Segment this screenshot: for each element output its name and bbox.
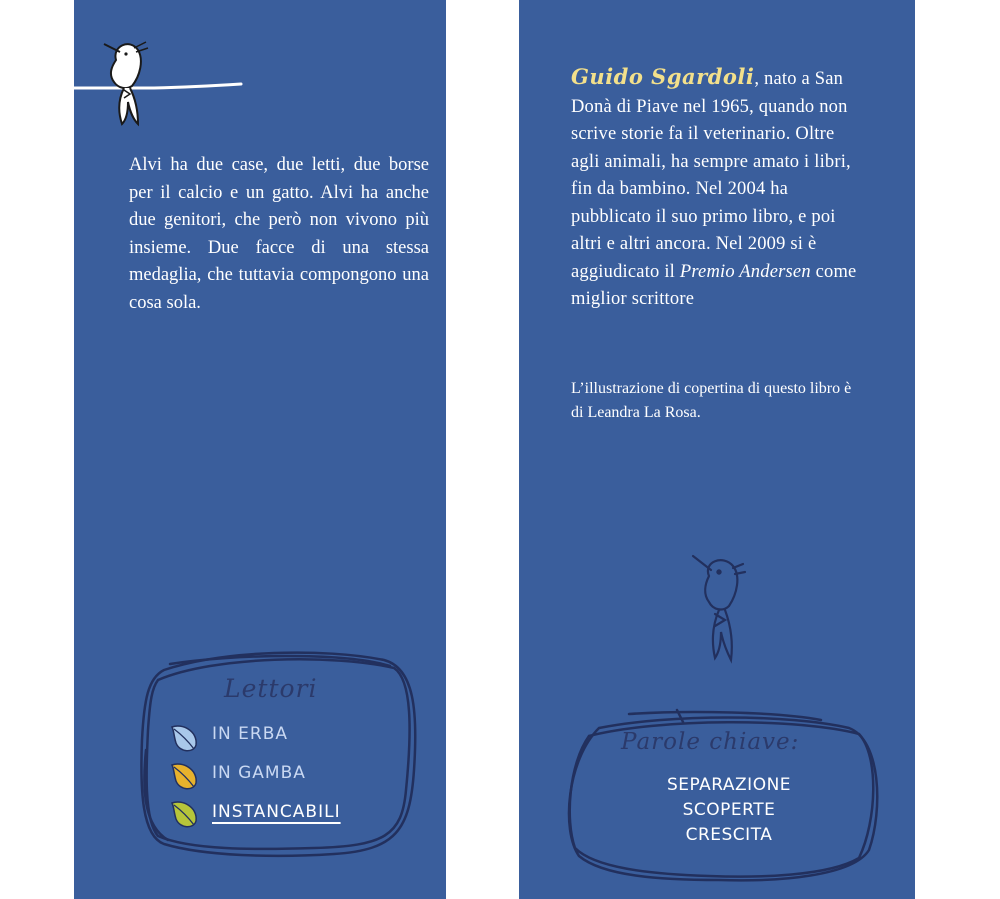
keywords-title: Parole chiave: [621, 729, 800, 755]
readers-title: Lettori [224, 674, 318, 703]
leaf-icon-light-blue [168, 721, 202, 755]
leaf-icon-orange [168, 759, 202, 793]
bio-text-part-1: , nato a San Donà di Piave nel 1965, quando non scrive storie fa il veterinario. Oltre agli animali, ha sempre amato i libri, fin da bambino. Nel 2004 ha pubblicato il suo primo libro, e poi altri e altri ancora. Nel 2009 si è aggiudicato il [571, 69, 851, 282]
book-blurb: Alvi ha due case, due letti, due borse per il calcio e un gatto. Alvi ha anche due genitori, che però non vivono più insieme. Due facce di una stessa medaglia, che tuttavia compongono una cosa sola. [129, 155, 429, 313]
bird-outline-illustration [679, 548, 759, 678]
reader-level-instancabili: INSTANCABILI [212, 802, 341, 822]
keyword-item: SCOPERTE [682, 800, 776, 820]
keyword-item: CRESCITA [685, 825, 773, 845]
reader-level-in-gamba: IN GAMBA [212, 763, 306, 783]
keyword-item: SEPARAZIONE [666, 775, 792, 795]
award-name: Premio Andersen [679, 261, 811, 282]
leaf-icon-green [168, 797, 202, 831]
reader-level-in-erba: IN ERBA [212, 724, 288, 744]
cover-illustration-credit: L’illustrazione di copertina di questo libro è di Leandra La Rosa. [571, 380, 852, 421]
bird-on-wire-illustration [74, 38, 249, 133]
author-name: Guido Sgardoli [571, 64, 755, 89]
right-flap [519, 0, 915, 899]
keywords-list [614, 773, 844, 848]
left-flap [74, 0, 446, 899]
author-bio [571, 63, 863, 314]
bio-text-part-2: come miglior scrittore [571, 261, 857, 309]
